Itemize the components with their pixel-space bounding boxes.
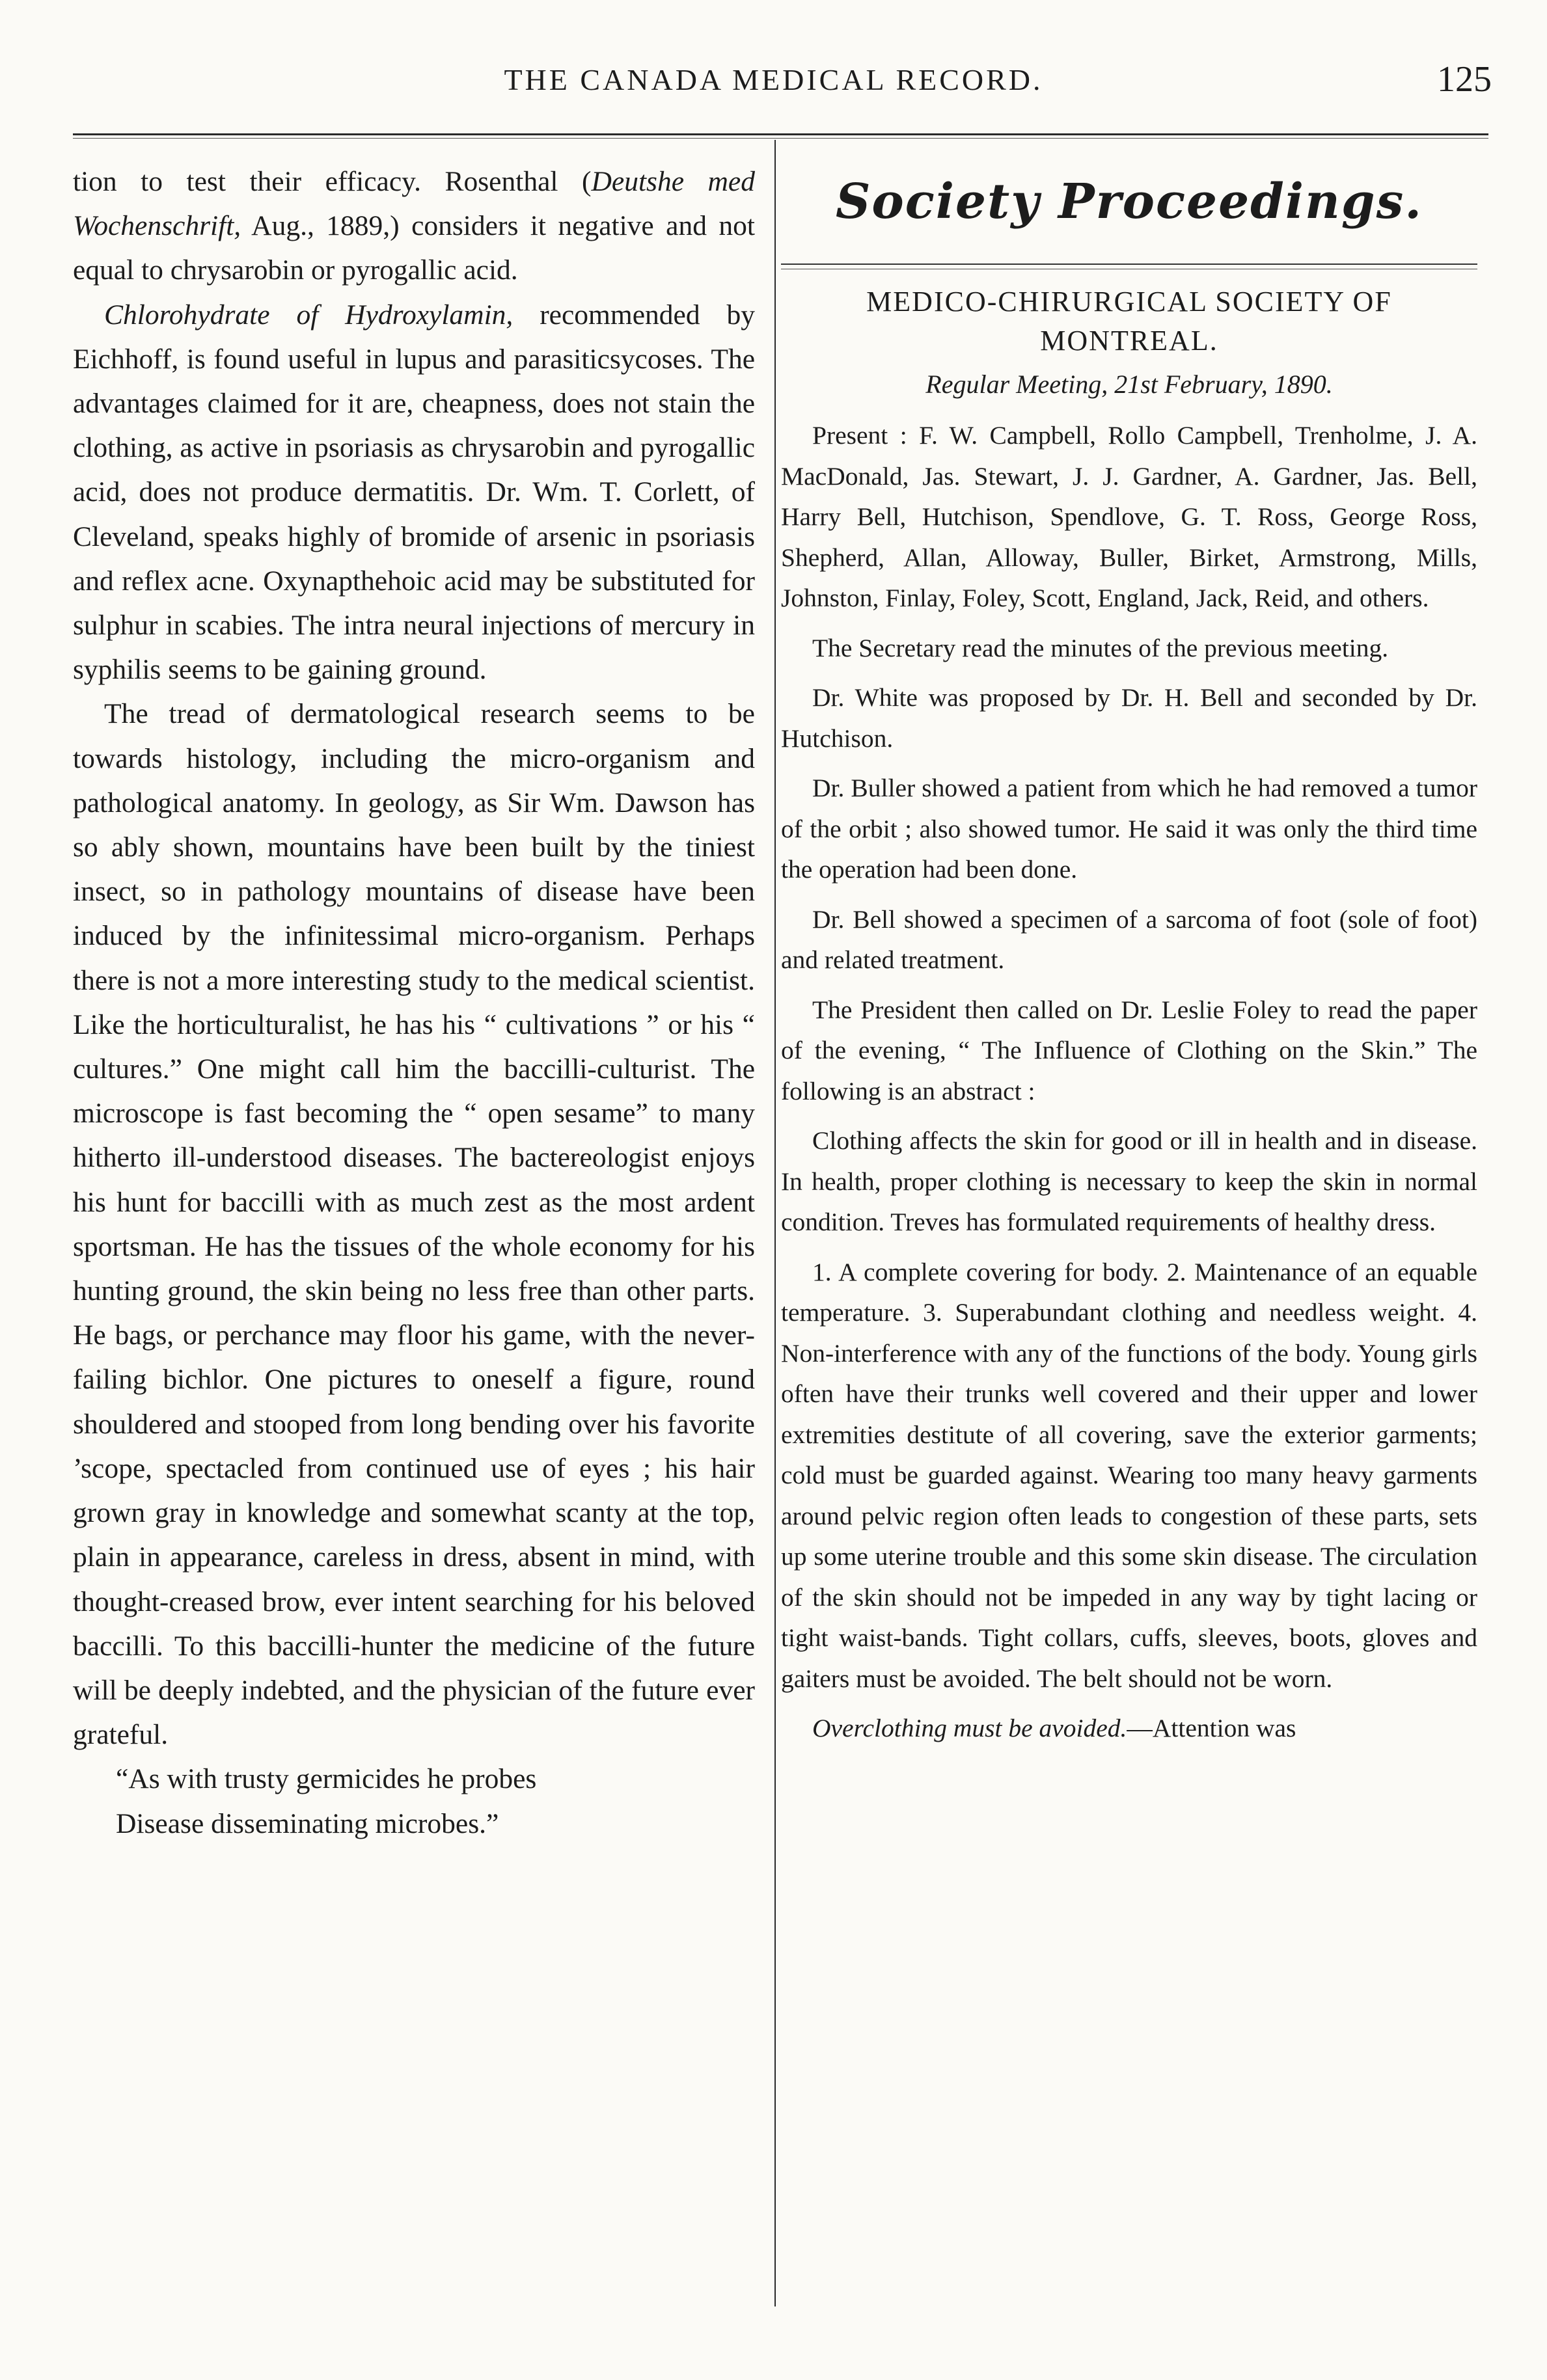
header-rule	[73, 133, 1488, 135]
text-run: tion to test their efficacy. Rosenthal (	[73, 166, 592, 197]
right-column	[781, 159, 1477, 1749]
paragraph-minutes: The Secretary read the minutes of the previous meeting.	[812, 633, 1389, 662]
meeting-date	[781, 363, 1477, 406]
page-number: 125	[1437, 59, 1492, 100]
paragraph-requirements: 1. A complete covering for body. 2. Maintenance of an equable temperature. 3. Superabundant clothing and needless weight. 4. Non-interference with any of the functions of the body. Young girls often have their trunks well covered and their upper and lower extremities destitute of all covering, save the exterior garments; cold must be guarded against. Wearing too many heavy garments around pelvic region often leads to congestion of these parts, sets up some uterine trouble and this some skin disease. The circulation of the skin should not be impeded in any way by tight lacing or tight waist-bands. Tight collars, cuffs, sleeves, boots, gloves and gaiters must be avoided. The belt should not be worn.	[781, 1257, 1477, 1693]
paragraph-overclothing	[781, 1708, 1477, 1749]
verse-line: “As with trusty germicides he probes	[116, 1763, 537, 1795]
paragraph-clothing: Clothing affects the skin for good or ill in health and in disease. In health, proper clothing is necessary to keep the skin in normal condition. Treves has formulated requirements of healthy dress.	[781, 1126, 1477, 1236]
paragraph-bell: Dr. Bell showed a specimen of a sarcoma of foot (sole of foot) and related treatment.	[781, 904, 1477, 974]
society-name: MEDICO-CHIRURGICAL SOCIETY OF MONTREAL.	[866, 286, 1392, 357]
verse-line: Disease disseminating microbes.”	[116, 1807, 499, 1839]
paragraph-president: The President then called on Dr. Leslie Foley to read the paper of the evening, “ The Influence of Clothing on the Skin.” The following is an abstract :	[781, 995, 1477, 1105]
attendance-list: Present : F. W. Campbell, Rollo Campbell, Trenholme, J. A. MacDonald, Jas. Stewart, J. J. Gardner, A. Gardner, Jas. Bell, Harry Bell, Hutchison, Spendlove, G. T. Ross, George Ross, Shepherd, Allan, Alloway, Buller, Birket, Armstrong, Mills, Johnston, Finlay, Foley, Scott, England, Jack, Reid, and others.	[781, 421, 1477, 612]
paragraph-research-trend: The tread of dermatological research seems to be towards histology, including the micro-organism and pathological anatomy. In geology, as Sir Wm. Dawson has so ably shown, mountains have been built by the tiniest insect, so in pathology mountains of disease have been induced by the infinitessimal micro-organism. Perhaps there is not a more interesting study to the medical scientist. Like the horticulturalist, he has his “ cultivations ” or his “ cultures.” One might call him the baccilli-culturist. The microscope is fast becoming the “ open sesame” to many hitherto ill-understood diseases. The bactereologist enjoys his hunt for baccilli with as much zest as the most ardent sportsman. He has the tissues of the whole economy for his hunting ground, the skin being no less free than other parts. He bags, or perchance may floor his game, with the never-failing bichlor. One pictures to oneself a figure, round shouldered and stooped from long bending over his favorite ’scope, spectacled from continued use of eyes ; his hair grown gray in knowledge and somewhat scanty at the top, plain in appearance, careless in dress, absent in mind, with thought-creased brow, ever intent searching for his beloved baccilli. To this baccilli-hunter the medicine of the future will be deeply indebted, and the physician of the future ever grateful.	[73, 698, 755, 1751]
drug-name: Chlorohydrate of Hydroxylamin,	[104, 299, 513, 331]
left-column	[73, 159, 755, 1846]
section-rule	[781, 264, 1477, 265]
meeting-date-text: Regular Meeting, 21st February, 1890.	[925, 370, 1333, 399]
journal-title: THE CANADA MEDICAL RECORD.	[504, 63, 1043, 96]
paragraph-rosenthal	[73, 159, 755, 293]
journal-citation: Deutshe med Wochenschrift,	[73, 166, 755, 242]
paragraph-hydroxylamin	[73, 293, 755, 692]
column-divider	[774, 140, 776, 2306]
text-run: recommended by Eichhoff, is found useful in lupus and parasiticsycoses. The advantages claimed for it are, cheapness, does not stain the clothing, as active in psoriasis as chrysarobin and pyrogallic acid, does not produce dermatitis. Dr. Wm. T. Corlett, of Cleveland, speaks highly of bromide of arsenic in psoriasis and reflex acne. Oxynapthehoic acid may be substituted for sulphur in scabies. The intra neural injections of mercury in syphilis seems to be gaining ground.	[73, 299, 755, 686]
italic-phrase: Overclothing must be avoided.	[812, 1714, 1127, 1742]
header-rule-thin	[73, 138, 1488, 139]
text-run: Aug., 1889,) considers it negative and not equal to chrysarobin or pyrogallic acid.	[73, 210, 755, 286]
section-title: Society Proceedings.	[835, 174, 1423, 230]
paragraph-white: Dr. White was proposed by Dr. H. Bell and seconded by Dr. Hutchison.	[781, 683, 1477, 753]
running-head	[0, 59, 1547, 101]
paragraph-buller: Dr. Buller showed a patient from which he had removed a tumor of the orbit ; also showed tumor. He said it was only the third time the operation had been done.	[781, 774, 1477, 884]
text-run: —Attention was	[1127, 1714, 1296, 1742]
